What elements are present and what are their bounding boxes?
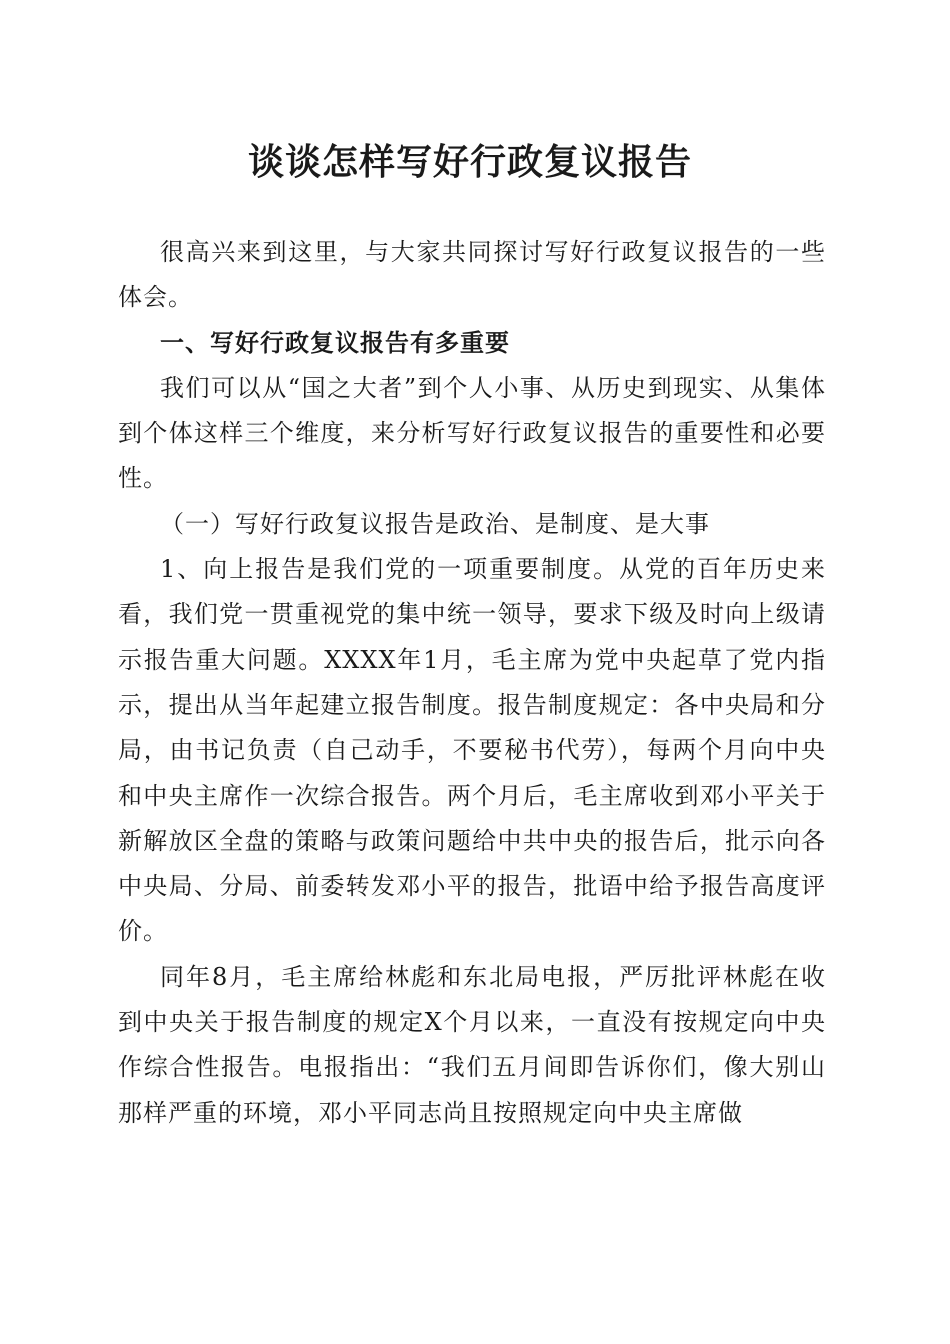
- section-heading-1: 一、写好行政复议报告有多重要: [160, 328, 510, 357]
- subsection-heading-1: （一）写好行政复议报告是政治、是制度、是大事: [160, 509, 710, 538]
- point1-continuation-paragraph: 同年8月，毛主席给林彪和东北局电报，严厉批评林彪在收到中央关于报告制度的规定X个月以来，一直没有按规定向中央作综合性报告。电报指出：“我们五月间即告诉你们，像大别山那样严重的环境，邓小平同志尚且按照规定向中央主席做: [118, 962, 826, 1127]
- point1-paragraph: 1、向上报告是我们党的一项重要制度。从党的百年历史来看，我们党一贯重视党的集中统一领导，要求下级及时向上级请示报告重大问题。XXXX年1月，毛主席为党中央起草了党内指示，提出从当年起建立报告制度。报告制度规定：各中央局和分局，由书记负责（自己动手，不要秘书代劳），每两个月向中央和中央主席作一次综合报告。两个月后，毛主席收到邓小平关于新解放区全盘的策略与政策问题给中共中央的报告后，批示向各中央局、分局、前委转发邓小平的报告，批语中给予报告高度评价。: [118, 555, 826, 946]
- document-body: [118, 230, 826, 1136]
- section1-intro-paragraph: 我们可以从“国之大者”到个人小事、从历史到现实、从集体到个体这样三个维度，来分析写好行政复议报告的重要性和必要性。: [118, 373, 826, 493]
- document-title: 谈谈怎样写好行政复议报告: [247, 141, 692, 183]
- intro-paragraph: 很高兴来到这里，与大家共同探讨写好行政复议报告的一些体会。: [118, 238, 826, 312]
